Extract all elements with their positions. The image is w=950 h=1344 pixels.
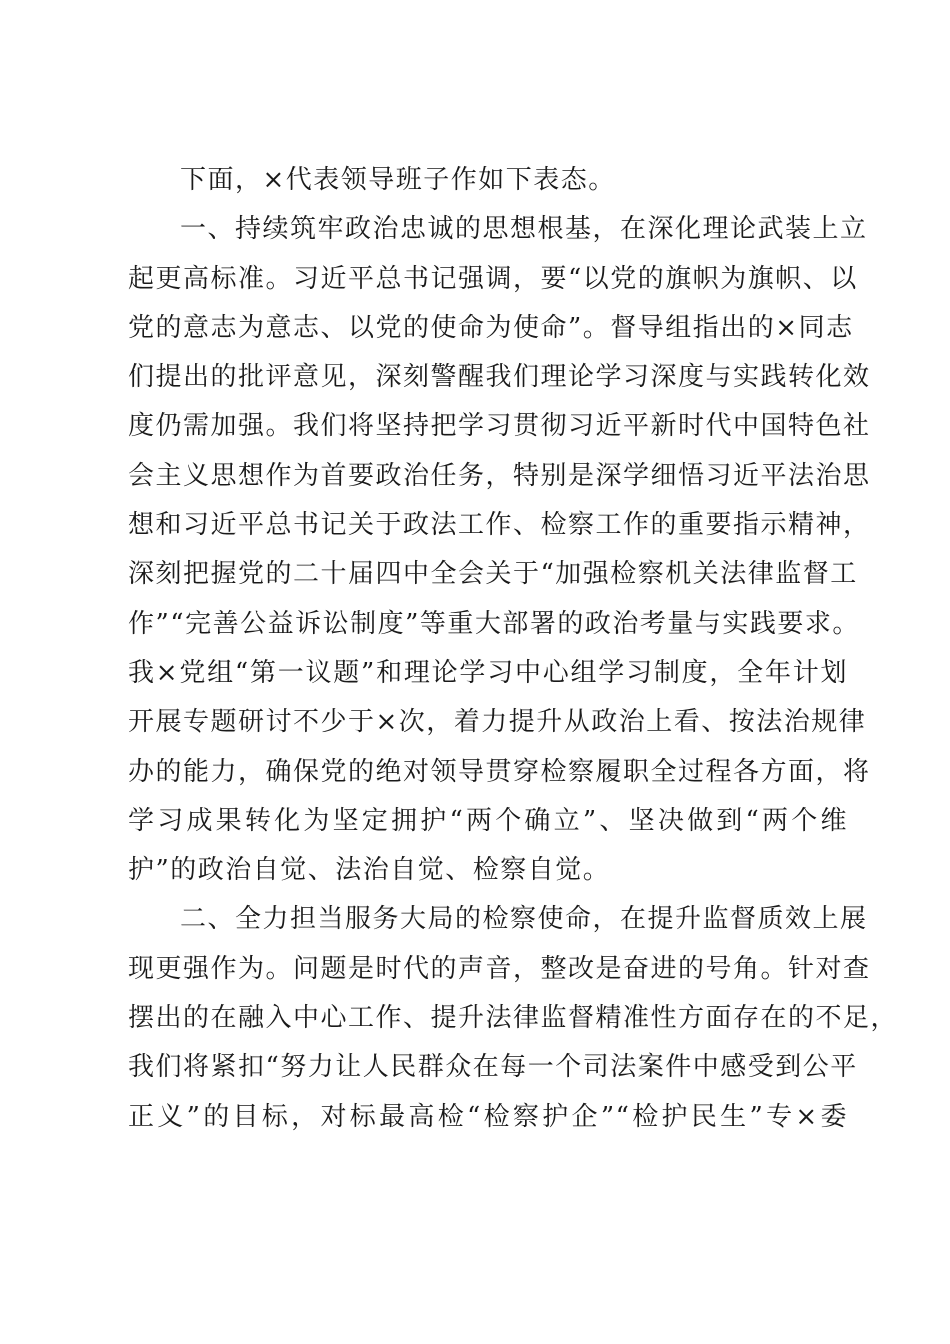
paragraph-1-line: 想和习近平总书记关于政法工作、检察工作的重要指示精神， — [128, 510, 871, 541]
paragraph-1-line: 开展专题研讨不少于×次，着力提升从政治上看、按法治规律 — [128, 707, 867, 738]
paragraph-1-line: 党的意志为意志、以党的使命为使命”。督导组指出的×同志 — [128, 312, 854, 343]
paragraph-1-line: 我×党组“第一议题”和理论学习中心组学习制度，全年计划 — [128, 657, 848, 688]
paragraph-2-line: 正义”的目标，对标最高检“检察护企”“检护民生”专×委 — [128, 1101, 848, 1132]
paragraph-1-line: 办的能力，确保党的绝对领导贯穿检察履职全过程各方面，将 — [128, 756, 871, 787]
document-body — [128, 156, 899, 1142]
paragraph-1-line: 们提出的批评意见，深刻警醒我们理论学习深度与实践转化效 — [128, 362, 871, 393]
paragraph-1-line: 作”“完善公益诉讼制度”等重大部署的政治考量与实践要求。 — [128, 608, 860, 639]
paragraph-2-line: 摆出的在融入中心工作、提升法律监督精准性方面存在的不足， — [128, 1003, 899, 1034]
paragraph-intro-line: 下面，×代表领导班子作如下表态。 — [180, 165, 616, 195]
paragraph-1-line: 会主义思想作为首要政治任务，特别是深学细悟习近平法治思 — [128, 460, 871, 491]
paragraph-2-line: 我们将紧扣“努力让人民群众在每一个司法案件中感受到公平 — [128, 1052, 858, 1083]
paragraph-1-line: 护”的政治自觉、法治自觉、检察自觉。 — [128, 855, 611, 886]
paragraph-1-line: 度仍需加强。我们将坚持把学习贯彻习近平新时代中国特色社 — [128, 411, 871, 442]
paragraph-1-line: 一、持续筑牢政治忠诚的思想根基，在深化理论武装上立 — [180, 214, 868, 245]
paragraph-1-line: 起更高标准。习近平总书记强调，要“以党的旗帜为旗帜、以 — [128, 263, 858, 294]
paragraph-1-line: 深刻把握党的二十届四中全会关于“加强检察机关法律监督工 — [128, 559, 858, 590]
paragraph-2-line: 现更强作为。问题是时代的声音，整改是奋进的号角。针对查 — [128, 953, 871, 984]
paragraph-2-line: 二、全力担当服务大局的检察使命，在提升监督质效上展 — [180, 904, 868, 935]
paragraph-1-line: 学习成果转化为坚定拥护“两个确立”、坚决做到“两个维 — [128, 805, 848, 836]
